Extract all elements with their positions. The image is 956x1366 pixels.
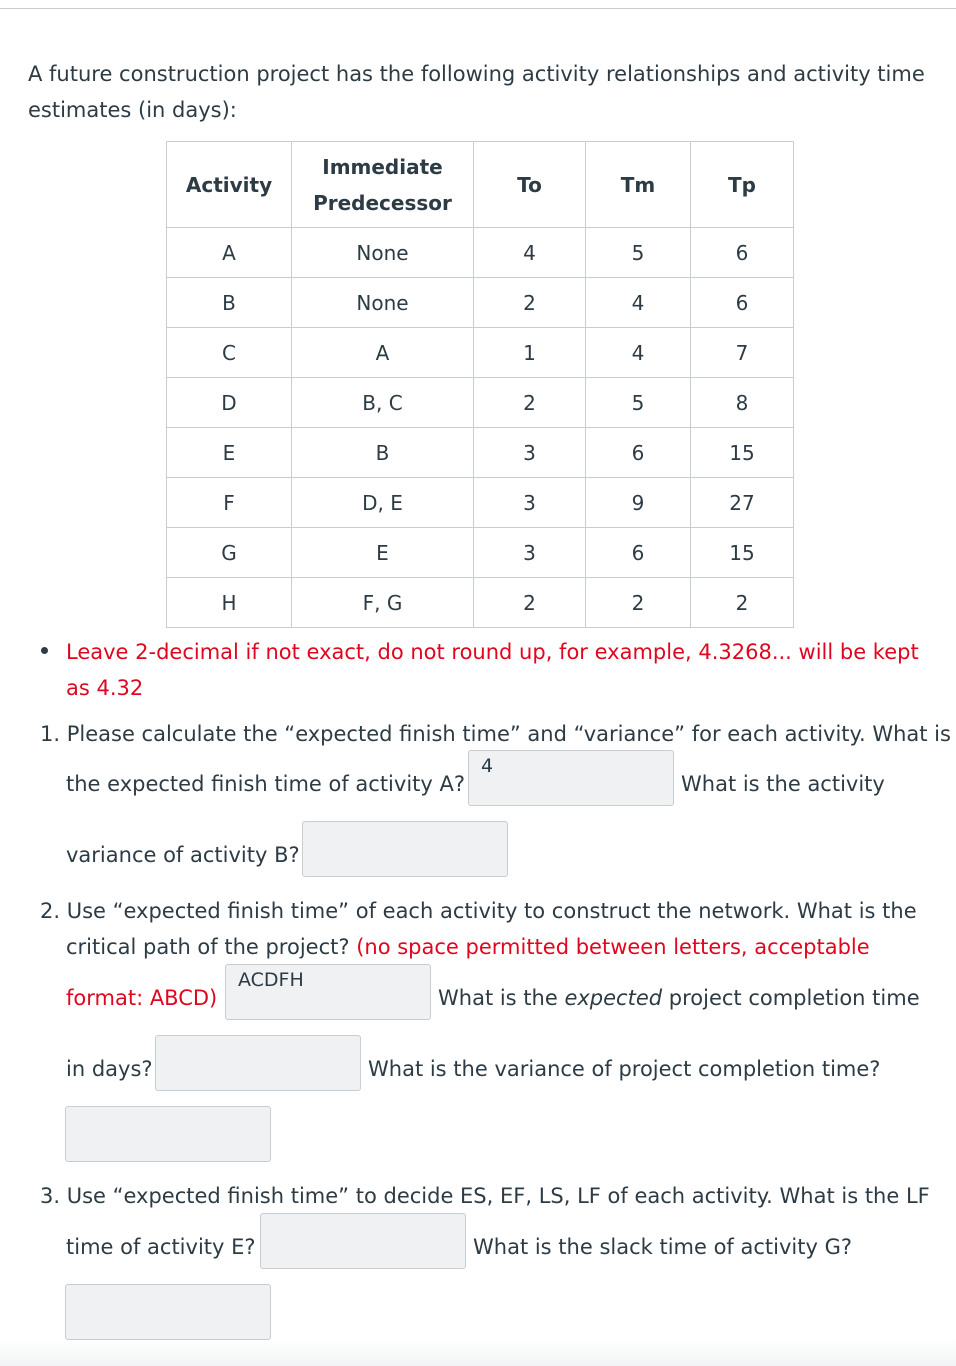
cell-to: 2 bbox=[474, 378, 586, 428]
cell-activity: B bbox=[167, 278, 292, 328]
table-row bbox=[167, 378, 794, 428]
cell-activity: C bbox=[167, 328, 292, 378]
answer-expected-finish-a[interactable]: 4 bbox=[468, 750, 674, 806]
rounding-note-line-1: Leave 2-decimal if not exact, do not round up, for example, 4.3268... will be kept bbox=[66, 640, 919, 664]
cell-activity: H bbox=[167, 578, 292, 628]
intro-text bbox=[28, 56, 925, 128]
table-row bbox=[167, 528, 794, 578]
cell-activity: A bbox=[167, 228, 292, 278]
cell-to: 2 bbox=[474, 278, 586, 328]
header-predecessor bbox=[292, 142, 474, 228]
intro-line-2: estimates (in days): bbox=[28, 98, 237, 122]
cell-activity: F bbox=[167, 478, 292, 528]
cell-activity: G bbox=[167, 528, 292, 578]
rounding-note-line-2: as 4.32 bbox=[66, 676, 144, 700]
q2-format-note: (no space permitted between letters, acceptable bbox=[356, 935, 870, 959]
answer-critical-path[interactable]: ACDFH bbox=[225, 964, 431, 1020]
cell-to: 1 bbox=[474, 328, 586, 378]
bottom-fade bbox=[0, 1340, 956, 1366]
q1-text-b1: What is the activity bbox=[681, 772, 885, 796]
cell-tp: 6 bbox=[691, 278, 794, 328]
cell-predecessor: None bbox=[292, 228, 474, 278]
q2-variance-text: What is the variance of project completion time? bbox=[368, 1057, 881, 1081]
activity-table bbox=[166, 141, 794, 628]
cell-to: 3 bbox=[474, 428, 586, 478]
table-row bbox=[167, 478, 794, 528]
table-row bbox=[167, 578, 794, 628]
cell-tm: 5 bbox=[586, 228, 691, 278]
q2-line-2 bbox=[66, 929, 870, 965]
answer-slack-g[interactable] bbox=[65, 1284, 271, 1340]
header-tm: Tm bbox=[586, 142, 691, 228]
header-activity: Activity bbox=[167, 142, 292, 228]
cell-tm: 6 bbox=[586, 528, 691, 578]
cell-predecessor: F, G bbox=[292, 578, 474, 628]
header-predecessor-line-2: Predecessor bbox=[313, 190, 452, 215]
cell-predecessor: B, C bbox=[292, 378, 474, 428]
table-header-row bbox=[167, 142, 794, 228]
rounding-note bbox=[66, 634, 919, 706]
top-divider bbox=[0, 8, 956, 9]
cell-to: 2 bbox=[474, 578, 586, 628]
answer-completion-time[interactable] bbox=[155, 1035, 361, 1091]
cell-tp: 8 bbox=[691, 378, 794, 428]
cell-tp: 15 bbox=[691, 528, 794, 578]
q2-completion-em: expected bbox=[564, 986, 663, 1010]
answer-lf-e[interactable] bbox=[260, 1213, 466, 1269]
q2-line-1: 2. Use “expected finish time” of each activity to construct the network. What is the bbox=[40, 899, 917, 923]
cell-tp: 2 bbox=[691, 578, 794, 628]
answer-variance-b[interactable] bbox=[302, 821, 508, 877]
cell-to: 3 bbox=[474, 478, 586, 528]
cell-activity: E bbox=[167, 428, 292, 478]
q2-completion-text bbox=[438, 980, 920, 1016]
q3-line-1: 3. Use “expected finish time” to decide ES, EF, LS, LF of each activity. What is the LF bbox=[40, 1184, 930, 1208]
header-tp: Tp bbox=[691, 142, 794, 228]
cell-tm: 2 bbox=[586, 578, 691, 628]
q2-format-note-end: format: ABCD) bbox=[66, 986, 218, 1010]
cell-predecessor: None bbox=[292, 278, 474, 328]
cell-predecessor: E bbox=[292, 528, 474, 578]
table-row bbox=[167, 278, 794, 328]
q1-line-1: 1. Please calculate the “expected finish time” and “variance” for each activity. What is bbox=[40, 722, 951, 746]
bullet-icon bbox=[41, 647, 48, 654]
cell-activity: D bbox=[167, 378, 292, 428]
header-predecessor-line-1: Immediate bbox=[322, 154, 443, 179]
table-row bbox=[167, 328, 794, 378]
q2-completion-pre: What is the bbox=[438, 986, 565, 1010]
q1-text-a: the expected finish time of activity A? bbox=[66, 772, 465, 796]
q2-completion-post: project completion time bbox=[662, 986, 920, 1010]
cell-tm: 6 bbox=[586, 428, 691, 478]
cell-tp: 15 bbox=[691, 428, 794, 478]
cell-tm: 4 bbox=[586, 328, 691, 378]
intro-line-1: A future construction project has the following activity relationships and activity time bbox=[28, 62, 925, 86]
cell-to: 3 bbox=[474, 528, 586, 578]
q3-text-slack: What is the slack time of activity G? bbox=[473, 1235, 853, 1259]
cell-tm: 5 bbox=[586, 378, 691, 428]
cell-tp: 27 bbox=[691, 478, 794, 528]
table-row bbox=[167, 428, 794, 478]
cell-tp: 7 bbox=[691, 328, 794, 378]
cell-predecessor: D, E bbox=[292, 478, 474, 528]
q2-critical-path-text: critical path of the project? bbox=[66, 935, 350, 959]
cell-tm: 4 bbox=[586, 278, 691, 328]
cell-predecessor: A bbox=[292, 328, 474, 378]
q3-text-lf: time of activity E? bbox=[66, 1235, 256, 1259]
cell-tp: 6 bbox=[691, 228, 794, 278]
cell-to: 4 bbox=[474, 228, 586, 278]
answer-completion-variance[interactable] bbox=[65, 1106, 271, 1162]
q1-text-b2: variance of activity B? bbox=[66, 843, 300, 867]
header-to: To bbox=[474, 142, 586, 228]
q2-in-days: in days? bbox=[66, 1057, 153, 1081]
cell-tm: 9 bbox=[586, 478, 691, 528]
table-row bbox=[167, 228, 794, 278]
cell-predecessor: B bbox=[292, 428, 474, 478]
